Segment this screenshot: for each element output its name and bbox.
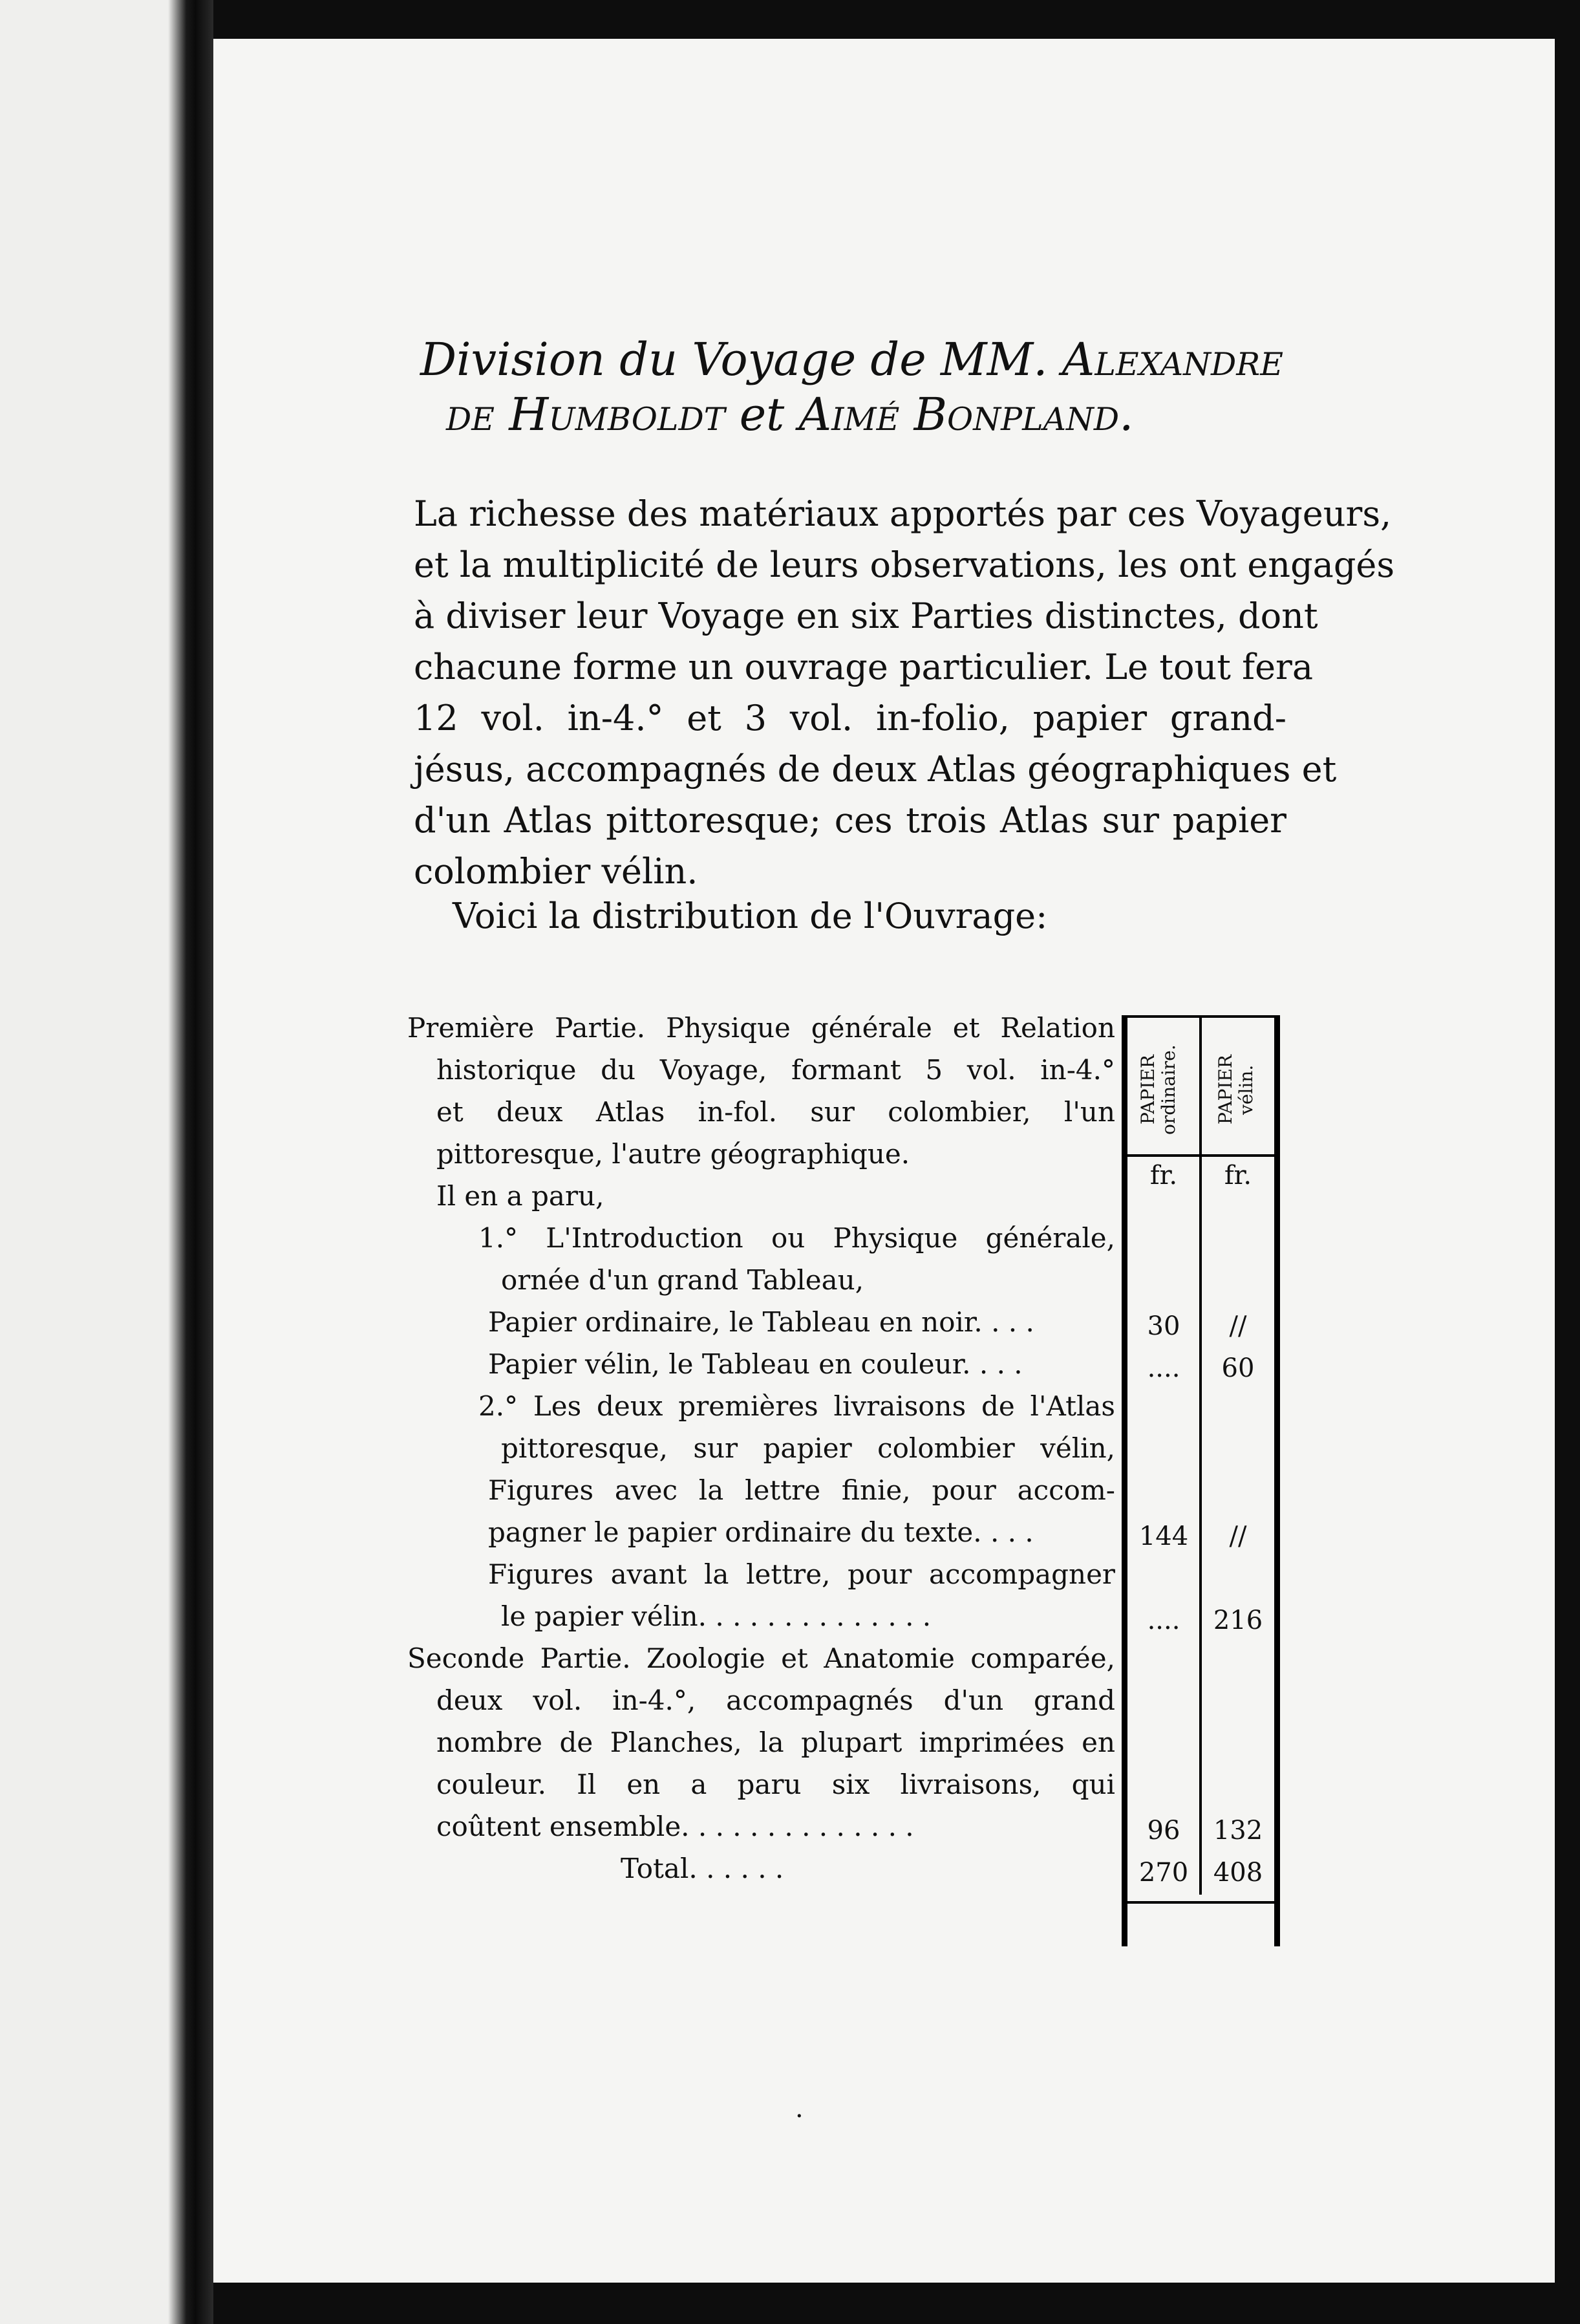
paragraph-line: La richesse des matériaux apportés par ces Voyageurs, bbox=[414, 493, 1392, 534]
unit-francs-ordinaire: fr. bbox=[1149, 1161, 1178, 1190]
intro-paragraph bbox=[414, 488, 1395, 897]
price-ordinaire: 144 bbox=[1138, 1522, 1189, 1551]
title-et: et bbox=[739, 388, 785, 441]
table-text-line: ornée d'un grand Tableau, bbox=[501, 1264, 864, 1296]
price-ordinaire: 30 bbox=[1147, 1311, 1180, 1341]
paragraph-line: 12 vol. in-4.° et 3 vol. in-folio, papier grand- bbox=[414, 698, 1286, 738]
price-velin: 60 bbox=[1221, 1353, 1255, 1383]
page-mark: · bbox=[795, 2102, 804, 2131]
table-text-line: Première Partie. Physique générale et Relation bbox=[407, 1012, 1115, 1044]
table-text-line: Total. . . . . . bbox=[621, 1853, 784, 1884]
table-text-line: 2.° Les deux premières livraisons de l'Atlas bbox=[478, 1390, 1115, 1422]
price-table bbox=[1122, 1015, 1280, 1946]
table-mid-border bbox=[1199, 1015, 1202, 1895]
table-total-rule bbox=[1122, 1901, 1280, 1904]
distribution-intro: Voici la distribution de l'Ouvrage: bbox=[453, 896, 1048, 936]
price-ordinaire: .... bbox=[1147, 1353, 1180, 1383]
previous-page-edge bbox=[0, 0, 194, 2324]
paragraph-line: colombier vélin. bbox=[414, 851, 698, 892]
paragraph-line: chacune forme un ouvrage particulier. Le tout fera bbox=[414, 647, 1314, 687]
table-top-border bbox=[1122, 1015, 1280, 1018]
table-text-line: pagner le papier ordinaire du texte. . . . bbox=[488, 1516, 1034, 1548]
table-text-line: Figures avant la lettre, pour accompagner bbox=[488, 1558, 1115, 1590]
title-name-bonpland: Aimé Bonpland. bbox=[798, 388, 1134, 441]
paragraph-line: jésus, accompagnés de deux Atlas géographiques et bbox=[414, 749, 1337, 790]
table-text-line: deux vol. in-4.°, accompagnés d'un grand bbox=[436, 1684, 1115, 1716]
price-velin: 216 bbox=[1213, 1606, 1263, 1635]
paragraph-line: et la multiplicité de leurs observations, les ont engagés bbox=[414, 544, 1395, 585]
table-text-line: couleur. Il en a paru six livraisons, qui bbox=[436, 1769, 1115, 1800]
price-velin: 132 bbox=[1213, 1816, 1263, 1845]
table-text-line: le papier vélin. . . . . . . . . . . . . . bbox=[501, 1600, 932, 1632]
table-text-line: historique du Voyage, formant 5 vol. in-4.° bbox=[436, 1054, 1115, 1086]
title-prefix: Division du Voyage de MM. bbox=[420, 333, 1048, 386]
title-name-alexandre: Alexandre bbox=[1062, 333, 1283, 386]
table-text-line: Papier ordinaire, le Tableau en noir. . . . bbox=[488, 1306, 1034, 1338]
table-text-line: pittoresque, sur papier colombier vélin, bbox=[501, 1432, 1115, 1464]
book-gutter bbox=[168, 0, 213, 2324]
price-ordinaire: 96 bbox=[1147, 1816, 1180, 1845]
table-text-line: Figures avec la lettre finie, pour accom- bbox=[488, 1474, 1115, 1506]
paragraph-line: d'un Atlas pittoresque; ces trois Atlas sur papier bbox=[414, 800, 1286, 841]
table-text-line: nombre de Planches, la plupart imprimées en bbox=[436, 1727, 1115, 1758]
title-line-1 bbox=[420, 333, 1283, 386]
table-header-rule bbox=[1122, 1154, 1280, 1157]
table-text-line: pittoresque, l'autre géographique. bbox=[436, 1138, 910, 1170]
price-velin: // bbox=[1229, 1522, 1247, 1551]
price-ordinaire: 270 bbox=[1138, 1858, 1189, 1888]
table-text-line: coûtent ensemble. . . . . . . . . . . . . . bbox=[436, 1811, 914, 1842]
table-text-line: 1.° L'Introduction ou Physique générale, bbox=[478, 1222, 1115, 1254]
document-page bbox=[213, 39, 1555, 2283]
price-velin: // bbox=[1229, 1311, 1247, 1341]
table-text-line: Papier vélin, le Tableau en couleur. . . . bbox=[488, 1348, 1023, 1380]
paragraph-line: à diviser leur Voyage en six Parties distinctes, dont bbox=[414, 596, 1318, 636]
unit-francs-velin: fr. bbox=[1224, 1161, 1252, 1190]
table-text-line: Il en a paru, bbox=[436, 1180, 604, 1212]
table-text-line: et deux Atlas in-fol. sur colombier, l'un bbox=[436, 1096, 1115, 1128]
column-header-velin: PAPIER vélin. bbox=[1215, 1055, 1257, 1124]
title-line-2 bbox=[446, 388, 1133, 441]
price-ordinaire: .... bbox=[1147, 1606, 1180, 1635]
title-name-humboldt: de Humboldt bbox=[446, 388, 725, 441]
table-text-line: Seconde Partie. Zoologie et Anatomie comparée, bbox=[407, 1642, 1115, 1674]
price-velin: 408 bbox=[1213, 1858, 1263, 1888]
column-header-ordinaire: PAPIER ordinaire. bbox=[1137, 1044, 1179, 1135]
